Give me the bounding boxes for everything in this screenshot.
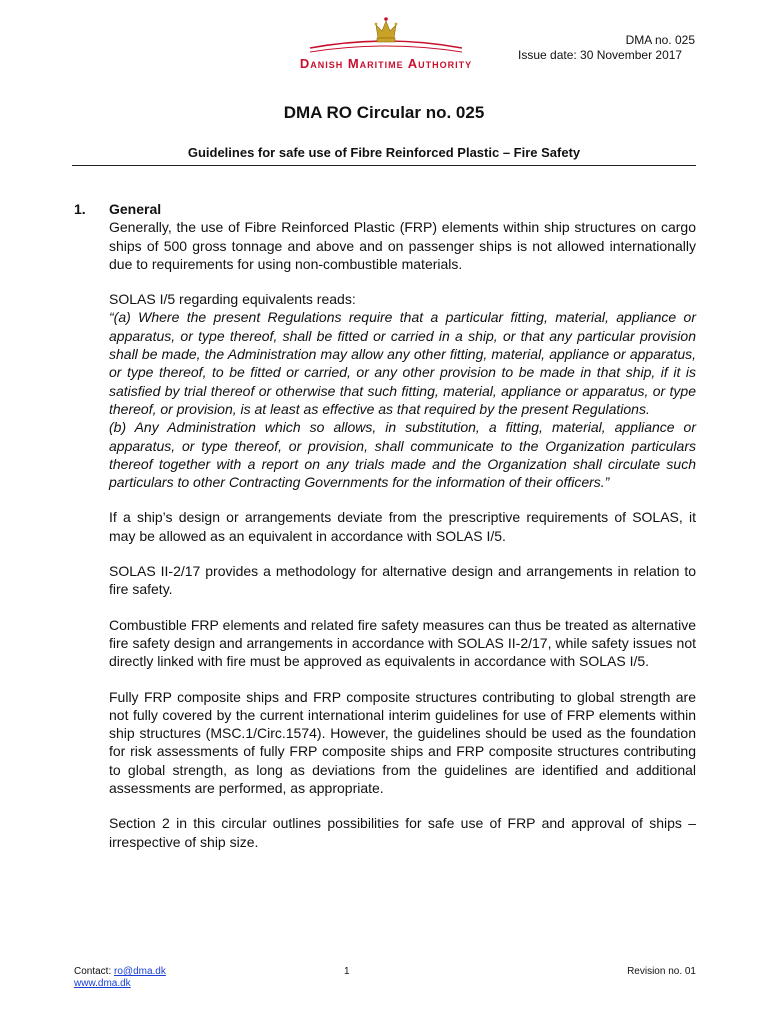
revision-number: Revision no. 01 <box>627 966 696 977</box>
paragraph: Section 2 in this circular outlines possibilities for safe use of FRP and approval of ships – irrespective of ship size. <box>109 815 696 850</box>
paragraph: If a ship’s design or arrangements deviate from the prescriptive requirements of SOLAS, it may be allowed as an equivalent in accordance with SOLAS I/5. <box>109 509 696 544</box>
dma-logo <box>274 14 498 74</box>
page-subtitle: Guidelines for safe use of Fibre Reinforced Plastic – Fire Safety <box>187 145 581 160</box>
contact-email-link[interactable]: ro@dma.dk <box>114 966 166 977</box>
document-body <box>74 200 696 868</box>
page-title: DMA RO Circular no. 025 <box>283 103 485 122</box>
section-number: 1. <box>74 201 86 217</box>
paragraph: Generally, the use of Fibre Reinforced Plastic (FRP) elements within ship structures on cargo ships of 500 gross tonnage and above and on passenger ships is not allowed internationally due to requirements for using non-combustible materials. <box>109 219 696 272</box>
contact-label: Contact: <box>74 966 112 977</box>
page-number: 1 <box>344 966 350 977</box>
paragraph: SOLAS I/5 regarding equivalents reads: <box>109 291 356 308</box>
quote-paragraph: (b) Any Administration which so allows, in substitution, a fitting, material, appliance or apparatus, or type thereof, or provision, shall communicate to the Organization particulars thereof together with a report on any trials made and the Organization shall circulate such particulars to other Contracting Governments for the information of their officers.” <box>109 419 696 491</box>
footer-contact <box>74 966 166 990</box>
paragraph: Combustible FRP elements and related fire safety measures can thus be treated as alternative fire safety design and arrangements in accordance with SOLAS II-2/17, while safety issues not directly linked with fire must be approved as equivalents in accordance with SOLAS I/5. <box>109 616 696 670</box>
quote-paragraph: “(a) Where the present Regulations require that a particular fitting, material, appliance or apparatus, or type thereof, shall be fitted or carried in a ship, or that any particular provision shall be made, the Administration may allow any other fitting, material, appliance or apparatus, or type thereof, to be fitted or carried, or any other provision to be made in that ship, if it is satisfied by trial thereof or otherwise that such fitting, material, appliance or apparatus, or type thereof, or provision, is at least as effective as that required by the present Regulations. <box>109 309 696 417</box>
section-title: General <box>109 201 162 217</box>
section-body <box>109 218 696 851</box>
logo-text: Danish Maritime Authority <box>299 56 473 71</box>
website-link[interactable]: www.dma.dk <box>74 978 131 989</box>
document-meta <box>518 33 695 63</box>
crown-icon <box>274 14 498 62</box>
dma-number: DMA no. 025 <box>625 33 695 47</box>
header-divider <box>72 165 696 166</box>
issue-date: Issue date: 30 November 2017 <box>518 48 683 62</box>
section-heading <box>74 200 696 218</box>
paragraph: SOLAS II-2/17 provides a methodology for alternative design and arrangements in relation to fire safety. <box>109 563 696 598</box>
paragraph: Fully FRP composite ships and FRP composite structures contributing to global strength are not fully covered by the current international interim guidelines for use of FRP elements within ship structures (MSC.1/Circ.1574). However, the guidelines should be used as the foundation for risk assessments of fully FRP composite ships and FRP composite structures contributing to global strength, as long as deviations from the guidelines are identified and additional assessments are performed, as appropriate. <box>109 688 696 797</box>
